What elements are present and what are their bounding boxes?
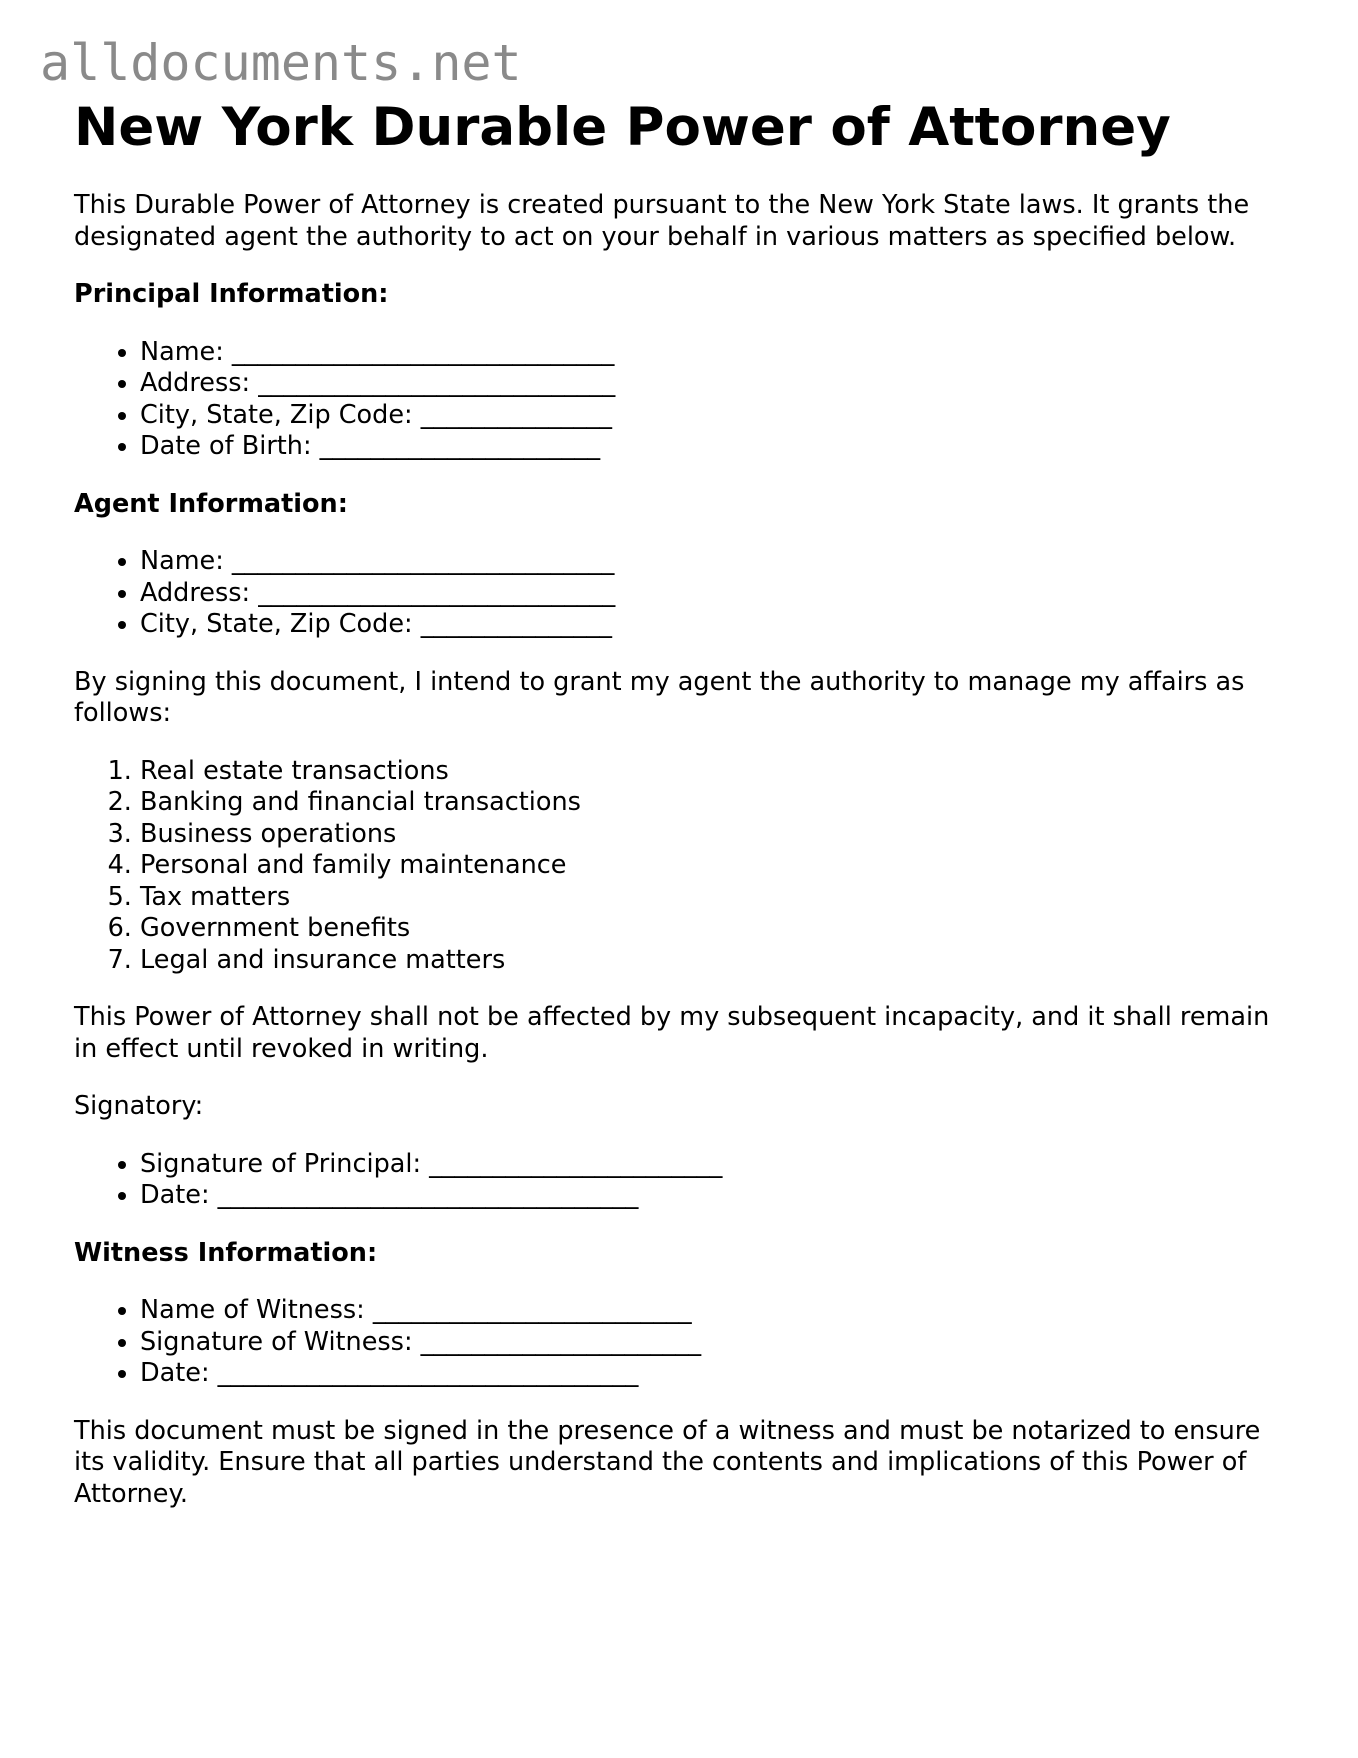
agent-address-field: • Address: ____________________________ [140,578,1274,610]
document-page [74,96,1274,1510]
power-item: 2. Banking and financial transactions [140,787,1274,819]
agent-fields-list [74,546,1274,641]
durability-clause: This Power of Attorney shall not be affected by my subsequent incapacity, and it shall remain in effect until revoked in writing. [74,1002,1270,1064]
principal-heading: Principal Information: [74,279,389,309]
agent-city-state-zip-field: • City, State, Zip Code: _______________ [140,609,1274,641]
principal-signature-field: • Signature of Principal: _______________________ [140,1149,1274,1181]
signatory-heading: Signatory: [74,1091,204,1121]
principal-city-state-zip-field: • City, State, Zip Code: _______________ [140,400,1274,432]
principal-address-field: • Address: ____________________________ [140,368,1274,400]
agent-name-field: • Name: ______________________________ [140,546,1274,578]
watermark: alldocuments.net [40,34,522,92]
powers-list [74,756,1274,977]
witness-signature-field: • Signature of Witness: ______________________ [140,1327,1274,1359]
witness-date-field: • Date: _________________________________ [140,1358,1274,1390]
authority-intro-paragraph: By signing this document, I intend to grant my agent the authority to manage my affairs as follows: [74,666,1245,728]
principal-dob-field: • Date of Birth: ______________________ [140,431,1274,463]
witness-fields-list [74,1295,1274,1390]
power-item: 6. Government benefits [140,913,1274,945]
intro-paragraph: This Durable Power of Attorney is created pursuant to the New York State laws. It grants the designated agent the authority to act on your behalf in various matters as specified below. [74,190,1250,252]
power-item: 5. Tax matters [140,882,1274,914]
signatory-fields-list [74,1149,1274,1212]
principal-fields-list [74,337,1274,463]
power-item: 4. Personal and family maintenance [140,850,1274,882]
witness-name-field: • Name of Witness: _________________________ [140,1295,1274,1327]
signatory-date-field: • Date: _________________________________ [140,1180,1274,1212]
page-title: New York Durable Power of Attorney [74,97,1171,158]
power-item: 1. Real estate transactions [140,756,1274,788]
principal-name-field: • Name: ______________________________ [140,337,1274,369]
power-item: 7. Legal and insurance matters [140,945,1274,977]
closing-paragraph: This document must be signed in the presence of a witness and must be notarized to ensure its validity. Ensure that all parties understand the contents and implications of this Power of Attorney. [74,1415,1261,1509]
power-item: 3. Business operations [140,819,1274,851]
agent-heading: Agent Information: [74,488,348,519]
witness-heading: Witness Information: [74,1237,378,1268]
